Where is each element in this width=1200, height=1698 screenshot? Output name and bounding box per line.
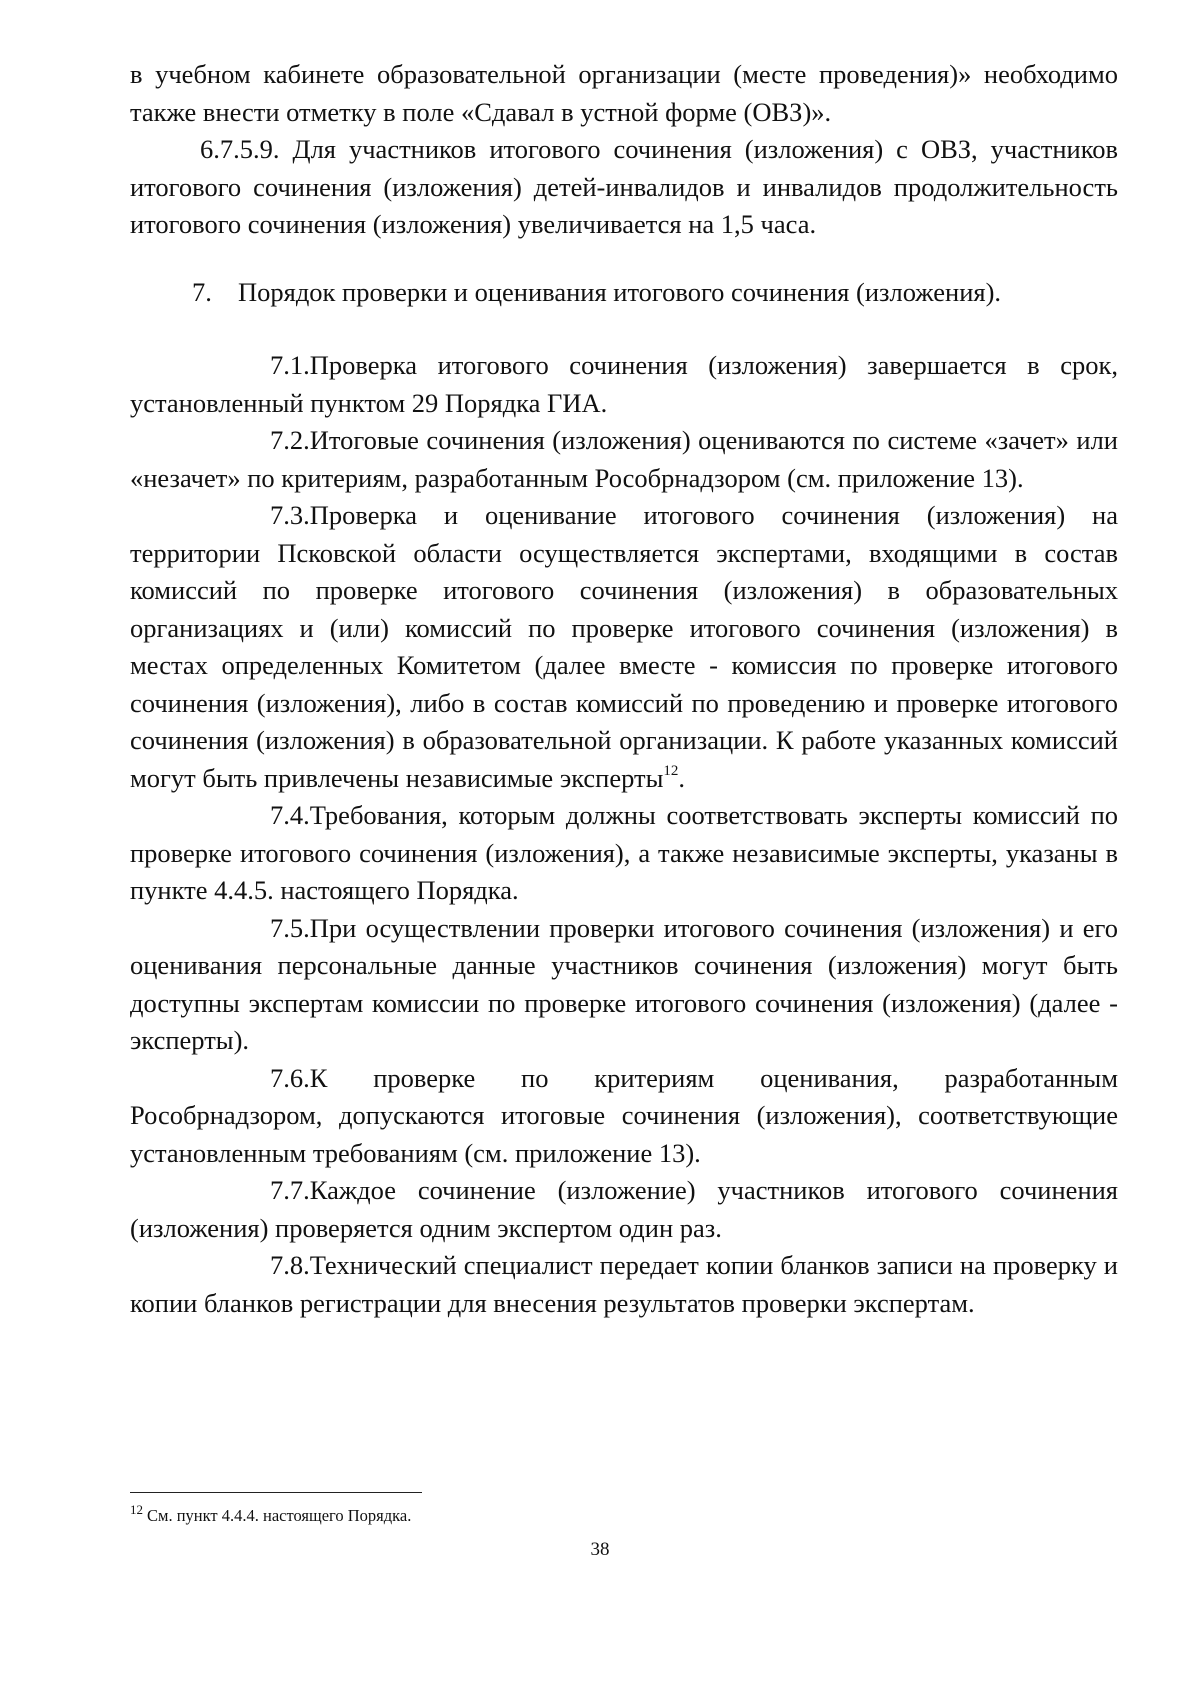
- item-number: 7.7.: [270, 1175, 310, 1205]
- footnote: [130, 1501, 412, 1527]
- footnote-reference[interactable]: 12: [663, 762, 679, 779]
- paragraph-7-6: [130, 1060, 1118, 1173]
- continuation-paragraph: в учебном кабинете образовательной организации (месте проведения)» необходимо также внести отметку в поле «Сдавал в устной форме (ОВЗ)».: [130, 59, 1118, 127]
- page-number: 38: [590, 1539, 610, 1560]
- item-text-tail: .: [678, 762, 686, 793]
- item-text: Требования, которым должны соответствовать эксперты комиссий по проверке итогового сочинения (изложения), а также независимые эксперты, указаны в пункте 4.4.5. настоящего Порядка.: [130, 800, 1118, 905]
- item-number: 7.5.: [270, 912, 310, 943]
- item-text: Проверка и оценивание итогового сочинения (изложения) на территории Псковской области осуществляется экспертами, входящими в состав комиссий по проверке итогового сочинения (изложения) в образовательных организациях и (или) комиссий по проверке итогового сочинения (изложения) в местах определенных Комитетом (далее вместе - комиссия по проверке итогового сочинения (изложения), либо в состав комиссий по проведению и проверке итогового сочинения (изложения) в образовательной организации. К работе указанных комиссий могут быть привлечены независимые эксперты: [130, 500, 1118, 793]
- item-text: Итоговые сочинения (изложения) оцениваются по системе «зачет» или «незачет» по критериям, разработанным Рособрнадзором (см. приложение 13).: [130, 425, 1118, 493]
- footnote-text: См. пункт 4.4.4. настоящего Порядка.: [147, 1506, 412, 1525]
- footnote-marker: 12: [130, 1501, 143, 1517]
- section-title: Порядок проверки и оценивания итогового сочинения (изложения).: [238, 276, 1002, 307]
- paragraph-7-3: [130, 497, 1118, 797]
- item-text: При осуществлении проверки итогового сочинения (изложения) и его оценивания персональные данные участников сочинения (изложения) могут быть доступны экспертам комиссии по проверке итогового сочинения (изложения) (далее - эксперты).: [130, 912, 1118, 1055]
- item-number: 7.1.: [270, 350, 310, 380]
- paragraph-7-1: [130, 347, 1118, 422]
- item-text: Каждое сочинение (изложение) участников итогового сочинения (изложения) проверяется одним экспертом один раз.: [130, 1175, 1118, 1243]
- paragraph-7-8: [130, 1247, 1118, 1322]
- item-number: 7.2.: [270, 425, 310, 455]
- item-number: 7.3.: [270, 500, 310, 530]
- document-page: [130, 56, 1118, 1322]
- section-heading: [130, 274, 1118, 312]
- item-text: К проверке по критериям оценивания, разработанным Рособрнадзором, допускаются итоговые сочинения (изложения), соответствующие установленным требованиям (см. приложение 13).: [130, 1062, 1118, 1168]
- item-text: Технический специалист передает копии бланков записи на проверку и копии бланков регистрации для внесения результатов проверки экспертам.: [130, 1250, 1118, 1318]
- item-number: 7.6.: [270, 1062, 310, 1093]
- paragraph-7-4: [130, 797, 1118, 910]
- paragraph-6-7-5-9: 6.7.5.9. Для участников итогового сочинения (изложения) с ОВЗ, участников итогового сочинения (изложения) детей-инвалидов и инвалидов продолжительность итогового сочинения (изложения) увеличивается на 1,5 часа.: [130, 134, 1118, 239]
- paragraph-7-7: [130, 1172, 1118, 1247]
- footnote-separator: [130, 1492, 422, 1493]
- paragraph-7-2: [130, 422, 1118, 497]
- item-number: 7.8.: [270, 1250, 310, 1280]
- item-number: 7.4.: [270, 800, 310, 830]
- item-text: Проверка итогового сочинения (изложения) завершается в срок, установленный пунктом 29 Порядка ГИА.: [130, 350, 1118, 418]
- paragraph-7-5: [130, 910, 1118, 1060]
- section-number: 7.: [192, 276, 212, 307]
